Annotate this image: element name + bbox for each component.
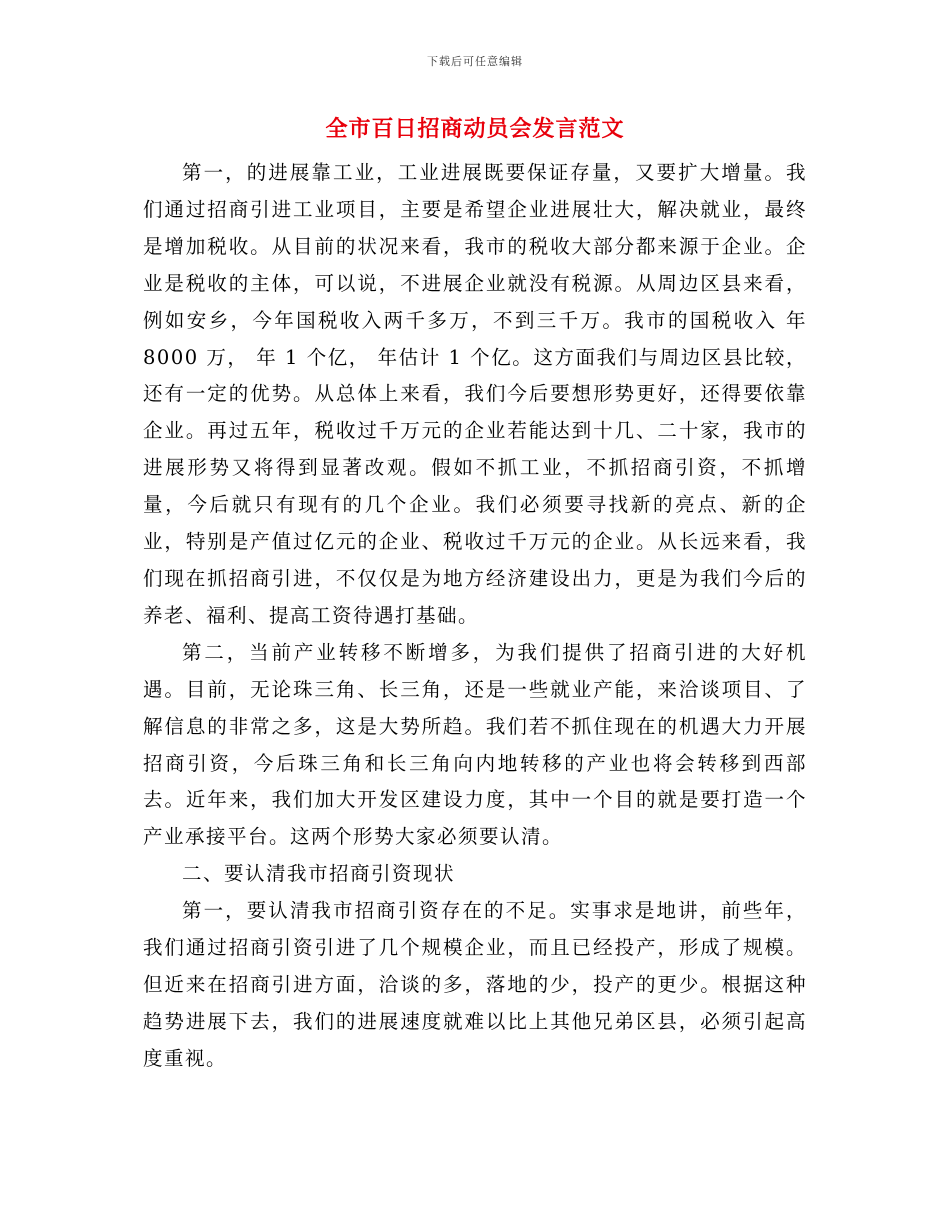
header-note: 下载后可任意编辑 [427, 55, 523, 68]
document-body [143, 155, 807, 1078]
paragraph: 第一，要认清我市招商引资存在的不足。实事求是地讲，前些年，我们通过招商引资引进了几个规模企业，而且已经投产，形成了规模。但近来在招商引进方面，洽谈的多，落地的少，投产的更少。根据这种趋势进展下去，我们的进展速度就难以比上其他兄弟区县，必须引起高度重视。 [143, 899, 807, 1070]
paragraph: 第一，的进展靠工业，工业进展既要保证存量，又要扩大增量。我们通过招商引进工业项目，主要是希望企业进展壮大，解决就业，最终是增加税收。从目前的状况来看，我市的税收大部分都来源于企业。企业是税收的主体，可以说，不进展企业就没有税源。从周边区县来看，例如安乡，今年国税收入两千多万，不到三千万。我市的国税收入 年 8000 万， 年 1 个亿， 年估计 1 个亿。这方面我们与周边区县比较，还有一定的优势。从总体上来看，我们今后要想形势更好，还得要依靠企业。再过五年，税收过千万元的企业若能达到十几、二十家，我市的进展形势又将得到显著改观。假如不抓工业，不抓招商引资，不抓增量，今后就只有现有的几个企业。我们必须要寻找新的亮点、新的企业，特别是产值过亿元的企业、税收过千万元的企业。从长远来看，我们现在抓招商引进，不仅仅是为地方经济建设出力，更是为我们今后的养老、福利、提高工资待遇打基础。 [143, 161, 807, 627]
document-title: 全市百日招商动员会发言范文 [325, 117, 625, 142]
section-heading: 二、要认清我市招商引资现状 [182, 862, 456, 886]
paragraph: 第二，当前产业转移不断增多，为我们提供了招商引进的大好机遇。目前，无论珠三角、长三角，还是一些就业产能，来洽谈项目、了解信息的非常之多，这是大势所趋。我们若不抓住现在的机遇大力开展招商引资，今后珠三角和长三角向内地转移的产业也将会转移到西部去。近年来，我们加大开发区建设力度，其中一个目的就是要打造一个产业承接平台。这两个形势大家必须要认清。 [143, 640, 807, 849]
